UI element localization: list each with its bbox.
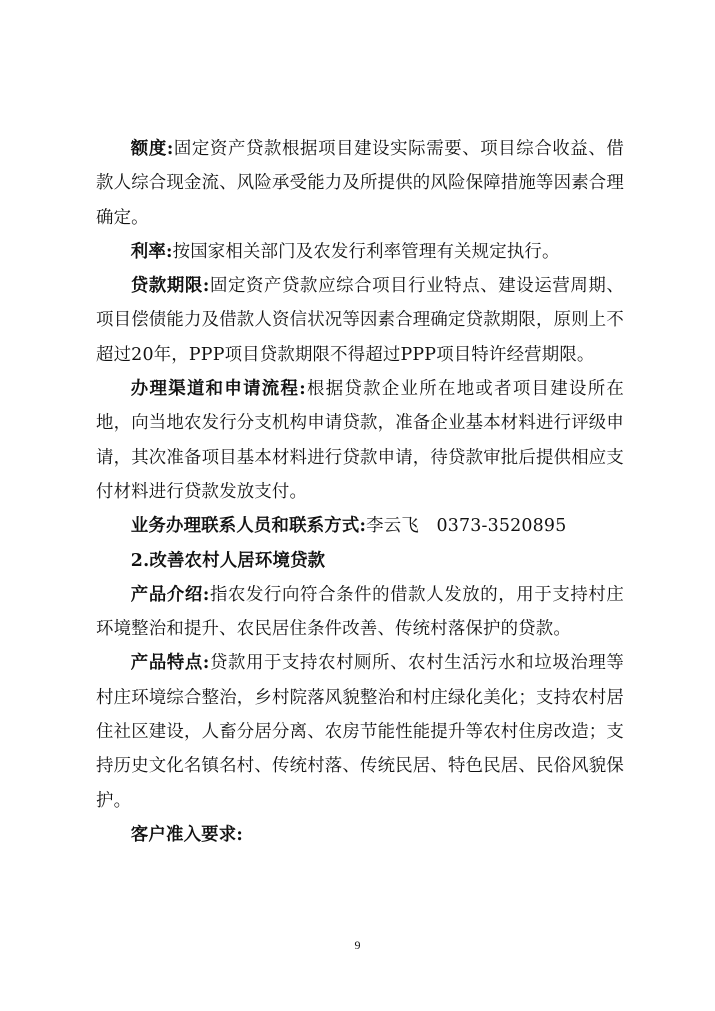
label-loan-term: 贷款期限:	[130, 276, 210, 297]
section-heading: 2.改善农村人居环境贷款	[130, 550, 326, 571]
text-product-intro: 指农发行向符合条件的借款人发放的，用于支持村庄环境整治和提升、农民居住条件改善、传统村落保护的贷款。	[96, 584, 625, 640]
label-product-intro: 产品介绍:	[130, 584, 210, 605]
text-application-process: 根据贷款企业所在地或者项目建设所在地，向当地农发行分支机构申请贷款，准备企业基本材料进行评级申请，其次准备项目基本材料进行贷款申请，待贷款审批后提供相应支付材料进行贷款发放支付。	[96, 379, 625, 502]
paragraph-quota	[96, 132, 624, 235]
label-customer-requirements: 客户准入要求:	[130, 824, 243, 845]
text-loan-term: 固定资产贷款应综合项目行业特点、建设运营周期、项目偿债能力及借款人资信状况等因素合理确定贷款期限，原则上不超过20年，PPP项目贷款期限不得超过PPP项目特许经营期限。	[96, 276, 625, 365]
page-body	[96, 132, 624, 852]
text-contact: 李云飞 0373-3520895	[366, 516, 567, 537]
label-product-features: 产品特点:	[130, 653, 210, 674]
paragraph-product-features	[96, 646, 624, 817]
paragraph-customer-requirements	[96, 818, 624, 852]
label-quota: 额度:	[130, 139, 174, 159]
text-interest-rate: 按国家相关部门及农发行利率管理有关规定执行。	[172, 241, 560, 262]
paragraph-application-process	[96, 372, 624, 509]
paragraph-loan-term	[96, 269, 624, 372]
paragraph-contact	[96, 509, 624, 543]
label-contact: 业务办理联系人员和联系方式:	[130, 516, 367, 537]
label-application-process: 办理渠道和申请流程:	[130, 379, 306, 400]
text-quota: 固定资产贷款根据项目建设实际需要、项目综合收益、借款人综合现金流、风险承受能力及所提供的风险保障措施等因素合理确定。	[96, 139, 624, 228]
paragraph-interest-rate	[96, 235, 624, 269]
page-number: 9	[354, 938, 361, 952]
text-product-features: 贷款用于支持农村厕所、农村生活污水和垃圾治理等村庄环境综合整治，乡村院落风貌整治和村庄绿化美化；支持农村居住社区建设，人畜分居分离、农房节能性能提升等农村住房改造；支持历史文化名镇名村、传统村落、传统民居、特色民居、民俗风貌保护。	[96, 653, 625, 811]
paragraph-product-intro	[96, 578, 624, 647]
label-interest-rate: 利率:	[130, 241, 173, 262]
